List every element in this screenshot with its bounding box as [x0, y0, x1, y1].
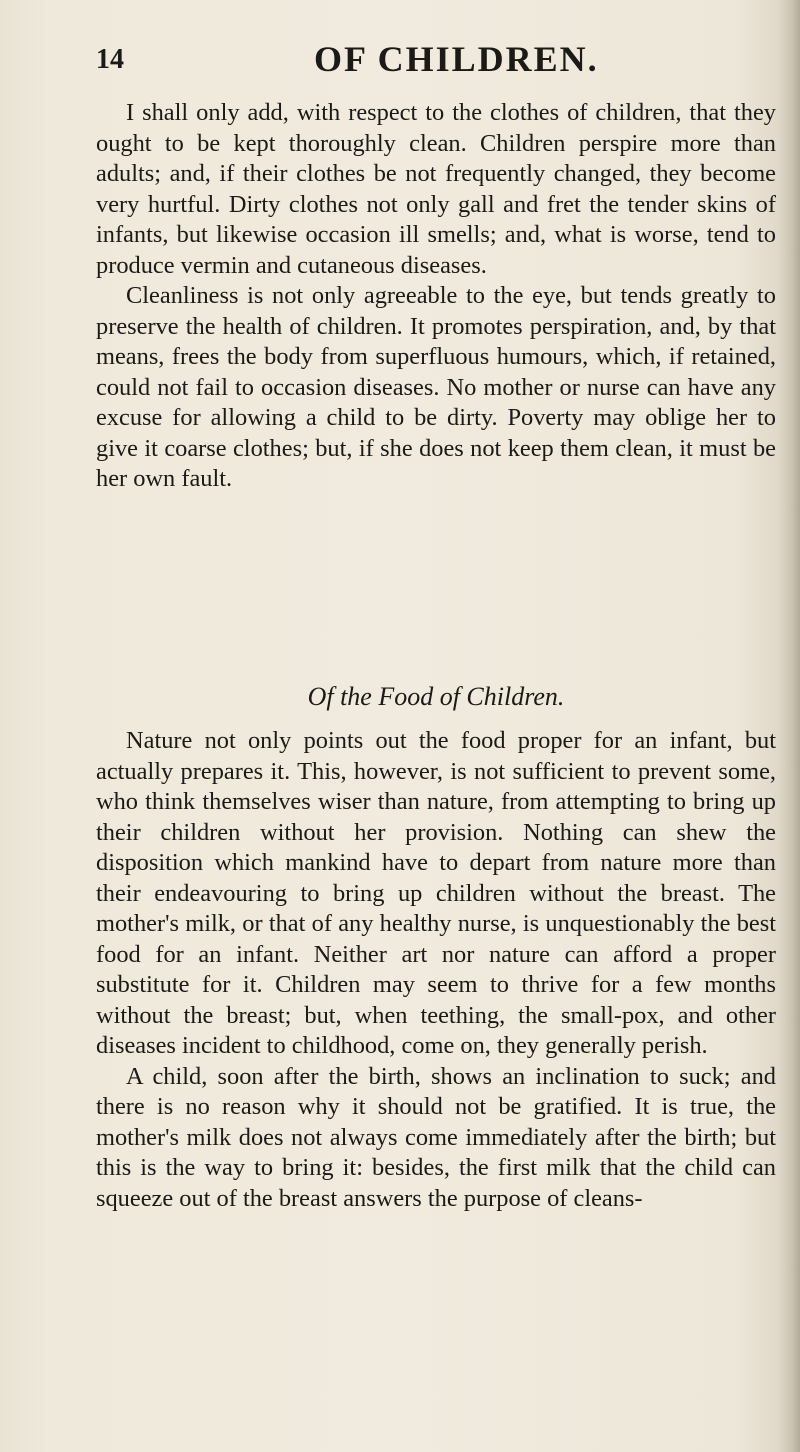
page-header [96, 38, 776, 88]
paragraph-nature-food: Nature not only points out the food proper for an infant, but actually prepares it. This, however, is not sufficient to prevent some, who think themselves wiser than nature, from attempting to bring up their children without her provision. Nothing can shew the disposition which mankind have to depart from nature more than their endeavouring to bring up children without the breast. The mother's milk, or that of any healthy nurse, is unquestionably the best food for an infant. Neither art nor nature can afford a proper substitute for it. Children may seem to thrive for a few months without the breast; but, when teething, the small-pox, and other diseases incident to childhood, come on, they generally perish. [96, 727, 776, 1059]
page-edge-shadow [778, 0, 800, 1452]
page-number: 14 [96, 44, 124, 75]
body-text-top [96, 98, 776, 495]
paragraph-cleanliness: Cleanliness is not only agreeable to the eye, but tends greatly to preserve the health of children. It promotes perspiration, and, by that means, frees the body from superfluous humours, which, if retained, could not fail to occasion diseases. No mother or nurse can have any excuse for allowing a child to be dirty. Poverty may oblige her to give it coarse clothes; but, if she does not keep them clean, it must be her own fault. [96, 282, 776, 492]
paragraph-child-suck: A child, soon after the birth, shows an inclination to suck; and there is no reason why it should not be gratified. It is true, the mother's milk does not always come immediately after the birth; but this is the way to bring it: besides, the first milk that the child can squeeze out of the breast answers the purpose of cleans- [96, 1062, 776, 1212]
paragraph-clothes: I shall only add, with respect to the clothes of children, that they ought to be kept thoroughly clean. Children perspire more than adults; and, if their clothes be not frequently changed, they become very hurtful. Dirty clothes not only gall and fret the tender skins of infants, but likewise occasion ill smells; and, what is worse, tend to produce vermin and cutaneous diseases. [96, 99, 776, 279]
running-title: OF CHILDREN. [314, 39, 599, 79]
section-heading: Of the Food of Children. [307, 682, 565, 711]
body-text-bottom [96, 726, 776, 1214]
